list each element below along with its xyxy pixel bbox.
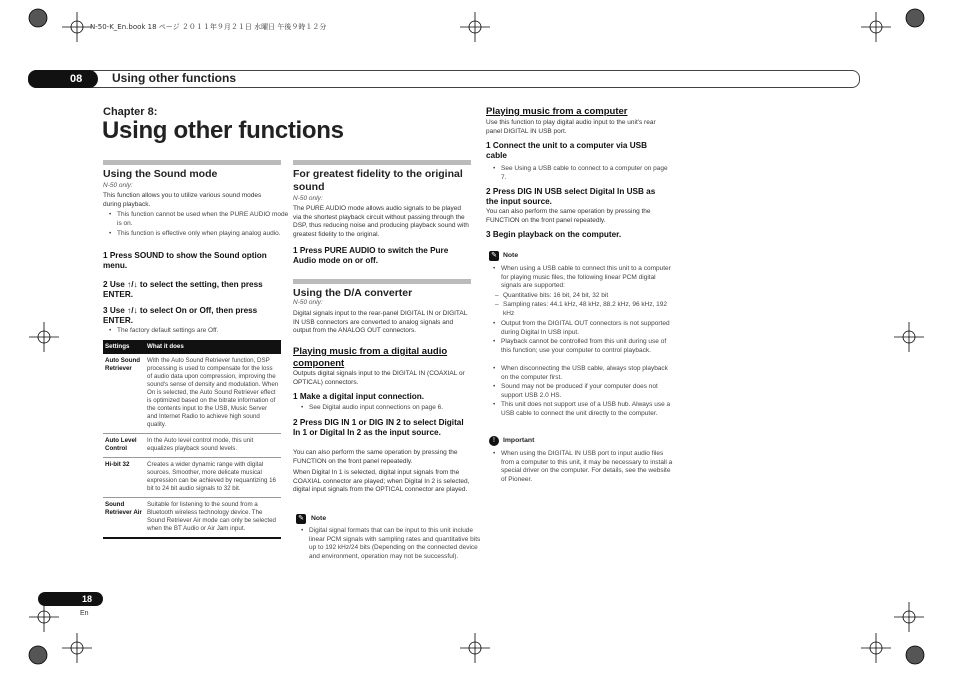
list-item: • Digital signal formats that can be input to this unit include linear PCM signals with sampling rates and quantitative bits up to 192 kHz/24 bits (Depending on the connected device and environment, operation may not be successful). xyxy=(299,527,481,561)
paragraph: Digital signals input to the rear-panel DIGITAL IN or DIGITAL IN USB connectors are converted to analog signals and output from the ANALOG OUT connectors. xyxy=(293,310,468,335)
important-label: Important xyxy=(503,437,535,444)
table-cell: Suitable for listening to the sound from a Bluetooth wireless technology device. The Sound Retriever Air mode can only be selected when the BT Audio or Air Jam input. xyxy=(145,498,281,539)
paragraph: This function allows you to utilize various sound modes during playback. xyxy=(103,192,262,208)
chapter-label: Chapter 8: xyxy=(103,106,158,118)
model-note: N-50 only: xyxy=(293,299,323,306)
section-heading-fidelity: For greatest fidelity to the original sound xyxy=(293,160,471,194)
paragraph: Outputs digital signals input to the DIGITAL IN (COAXIAL or OPTICAL) connectors. xyxy=(293,370,465,386)
subheading-computer: Playing music from a computer xyxy=(486,106,628,117)
list-item: – Quantitative bits: 16 bit, 24 bit, 32 bit xyxy=(495,292,671,301)
page-title: Using other functions xyxy=(102,117,344,144)
step-2: 2 Press DIG IN USB select Digital In USB as the input source. xyxy=(486,187,656,207)
chapter-number-badge: 08 xyxy=(28,70,98,88)
subheading-digital-audio: Playing music from a digital audio component xyxy=(293,346,448,369)
page-number-badge: 18 xyxy=(38,592,103,606)
step-1: 1 Press SOUND to show the Sound option menu. xyxy=(103,251,267,271)
table-cell: Auto Sound Retriever xyxy=(103,354,145,434)
column-header: Settings xyxy=(103,340,145,354)
step-3: 3 Use ↑/↓ to select On or Off, then press ENTER. xyxy=(103,306,258,326)
section-heading-da-converter: Using the D/A converter xyxy=(293,279,471,300)
list-item: • The factory default settings are Off. xyxy=(107,327,289,336)
step-1: 1 Make a digital input connection. xyxy=(293,392,425,401)
table-cell: With the Auto Sound Retriever function, DSP processing is used to compensate for the loss of audio data upon compression, improving the sound's sense of density and modulation. When On is selected, the Auto Sound Retriever effect is optimized based on the bitrate information of the contents input to the USB, Music Server and Internet Radio to achieve high sound quality. xyxy=(145,354,281,434)
list-item: • Playback cannot be controlled from this unit during use of this function; use your computer to control playback. xyxy=(491,338,673,355)
step-2: 2 Use ↑/↓ to select the setting, then press ENTER. xyxy=(103,280,263,300)
section-heading-sound-mode: Using the Sound mode xyxy=(103,160,281,181)
paragraph: When Digital In 1 is selected, digital input signals from the COAXIAL connector are played; when Digital In 2 is selected, digital input signals from the OPTICAL connector are played. xyxy=(293,469,470,494)
table-cell: Sound Retriever Air xyxy=(103,498,145,539)
step-1: 1 Press PURE AUDIO to switch the Pure Audio mode on or off. xyxy=(293,246,449,266)
language-label: En xyxy=(80,610,89,617)
table-row xyxy=(103,434,281,458)
table-header-row xyxy=(103,340,281,354)
settings-table xyxy=(103,340,281,539)
list-item: • See Using a USB cable to connect to a computer on page 7. xyxy=(491,165,673,182)
table-cell: Creates a wider dynamic range with digital sources. Smoother, more delicate musical expression can be achieved by requantizing 16 bit to 24 bit audio signals to 32 bit. xyxy=(145,458,281,498)
list-item: • When using the DIGITAL IN USB port to input audio files from a computer to this unit, it may be necessary to install a special driver on the computer. For details, see the website of Pioneer. xyxy=(491,450,673,484)
model-note: N-50 only: xyxy=(293,195,323,202)
note-label: Note xyxy=(503,252,519,259)
list-item: • This function is effective only when playing analog audio. xyxy=(107,230,289,239)
list-item: • See Digital audio input connections on page 6. xyxy=(299,404,481,413)
header-title: Using other functions xyxy=(112,71,236,85)
column-header: What it does xyxy=(145,340,281,354)
list-item: • Sound may not be produced if your computer does not support USB 2.0 HS. xyxy=(491,383,673,400)
list-item: • When disconnecting the USB cable, always stop playback on the computer first. xyxy=(491,365,673,382)
model-note: N-50 only: xyxy=(103,182,133,189)
table-row xyxy=(103,354,281,434)
note-icon: ✎ xyxy=(296,514,306,524)
list-item: • Output from the DIGITAL OUT connectors is not supported during Digital In USB input. xyxy=(491,320,673,337)
paragraph: Use this function to play digital audio input to the unit's rear panel DIGITAL IN USB port. xyxy=(486,119,656,135)
table-cell: In the Auto level control mode, this unit equalizes playback sound levels. xyxy=(145,434,281,458)
table-row xyxy=(103,458,281,498)
note-label: Note xyxy=(311,515,327,522)
paragraph: You can also perform the same operation by pressing the FUNCTION on the front panel repeatedly. xyxy=(486,208,651,224)
list-item: • This function cannot be used when the PURE AUDIO mode is on. xyxy=(107,211,289,228)
step-1: 1 Connect the unit to a computer via USB cable xyxy=(486,141,648,161)
step-2: 2 Press DIG IN 1 or DIG IN 2 to select Digital In 1 or Digital In 2 as the input source. xyxy=(293,418,464,438)
note-icon: ✎ xyxy=(489,251,499,261)
print-header: N-50-K_En.book 18 ページ ２０１１年９月２１日 水曜日 午後９時１２分 xyxy=(90,23,327,31)
paragraph: The PURE AUDIO mode allows audio signals to be played via the shortest playback circuit without passing through the DSP, thus reducing noise and producing playback sound with greatest fidelity to the original. xyxy=(293,205,469,238)
list-item: – Sampling rates: 44.1 kHz, 48 kHz, 88.2 kHz, 96 kHz, 192 kHz xyxy=(495,301,671,318)
table-row xyxy=(103,498,281,539)
list-item: • This unit does not support use of a USB hub. Always use a USB cable to connect the unit directly to the computer. xyxy=(491,401,673,418)
table-cell: Hi-bit 32 xyxy=(103,458,145,498)
paragraph: You can also perform the same operation by pressing the FUNCTION on the front panel repeatedly. xyxy=(293,449,458,465)
list-item: • When using a USB cable to connect this unit to a computer for playing music files, the following linear PCM digital signals are supported: xyxy=(491,265,673,291)
step-3: 3 Begin playback on the computer. xyxy=(486,230,622,239)
important-icon: ! xyxy=(489,436,499,446)
table-cell: Auto Level Control xyxy=(103,434,145,458)
